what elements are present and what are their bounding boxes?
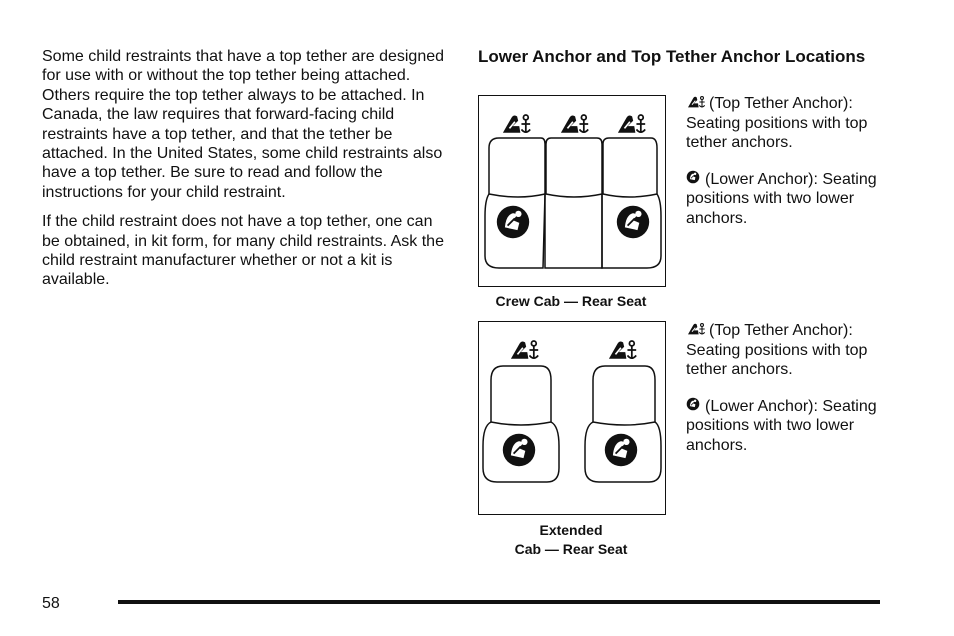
legend-text-lower-anchor: (Lower Anchor): Seating positions with two lower anchors. — [686, 397, 877, 454]
extended-cab-seat-diagram — [478, 321, 666, 515]
legend-item-lower-anchor — [686, 397, 906, 456]
legend-text-lower-anchor: (Lower Anchor): Seating positions with two lower anchors. — [686, 170, 877, 227]
lower-anchor-icon — [605, 434, 637, 466]
top-tether-anchor-icon — [561, 115, 588, 133]
page-number: 58 — [42, 595, 60, 612]
paragraph-top-tether-info: Some child restraints that have a top tether are designed for use with or without the top tether being attached. Others require the top tether always to be attached. In Canada, the law requires that forward-facing child restraints have a top tether, and that the tether be attached. In the United States, some child restraints also have a top tether. Be sure to read and follow the instructions for your child restraint. — [42, 48, 445, 201]
top-tether-anchor-icon — [686, 321, 706, 337]
caption-line-1: Extended — [539, 522, 603, 538]
top-tether-anchor-icon — [503, 115, 530, 133]
lower-anchor-icon — [686, 397, 702, 413]
top-tether-anchor-icon — [618, 115, 645, 133]
legend-text-top-tether: (Top Tether Anchor): Seating positions with top tether anchors. — [686, 95, 868, 151]
legend-crew-cab — [686, 94, 906, 245]
legend-item-lower-anchor — [686, 170, 906, 229]
lower-anchor-icon — [503, 434, 535, 466]
paragraph-kit-info: If the child restraint does not have a top tether, one can be obtained, in kit form, for many child restraints. Ask the child restraint manufacturer whether or not a kit is available. — [42, 213, 444, 289]
top-tether-anchor-icon — [686, 94, 706, 110]
body-text-column — [42, 47, 452, 300]
lower-anchor-icon — [497, 206, 529, 238]
figure-caption-extended-cab — [478, 521, 664, 559]
lower-anchor-icon — [617, 206, 649, 238]
legend-extended-cab — [686, 321, 906, 472]
legend-item-top-tether — [686, 321, 906, 380]
figure-caption-crew-cab: Crew Cab — Rear Seat — [495, 293, 647, 309]
top-tether-anchor-icon — [609, 341, 636, 359]
caption-line-2: Cab — Rear Seat — [514, 541, 628, 557]
top-tether-anchor-icon — [511, 341, 538, 359]
lower-anchor-icon — [686, 170, 702, 186]
legend-text-top-tether: (Top Tether Anchor): Seating positions with top tether anchors. — [686, 322, 868, 378]
section-heading: Lower Anchor and Top Tether Anchor Locations — [478, 47, 866, 66]
footer-rule — [118, 600, 880, 604]
legend-item-top-tether — [686, 94, 906, 153]
crew-cab-seat-diagram — [478, 95, 666, 287]
